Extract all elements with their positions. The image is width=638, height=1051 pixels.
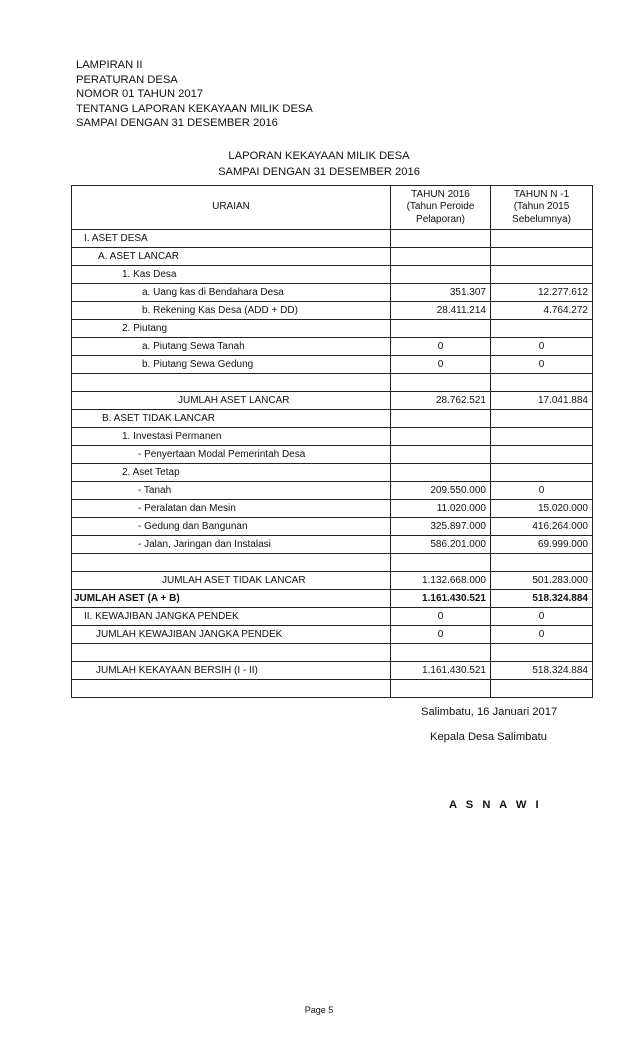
value-n1: 518.324.884 [491, 590, 593, 608]
table-row [72, 428, 593, 446]
value-2016 [391, 374, 491, 392]
page-number: Page 5 [304, 1005, 334, 1015]
value-n1 [491, 320, 593, 338]
value-n1 [491, 644, 593, 662]
value-n1 [491, 266, 593, 284]
row-label: - Jalan, Jaringan dan Instalasi [72, 536, 391, 554]
table-row [72, 590, 593, 608]
row-label: JUMLAH KEWAJIBAN JANGKA PENDEK [72, 626, 391, 644]
value-n1: 17.041.884 [491, 392, 593, 410]
signatory-position: Kepala Desa Salimbatu [430, 731, 547, 743]
value-n1 [491, 248, 593, 266]
value-n1 [491, 230, 593, 248]
value-n1: 0 [491, 338, 593, 356]
value-2016: 325.897.000 [391, 518, 491, 536]
row-label: - Gedung dan Bangunan [72, 518, 391, 536]
table-row [72, 500, 593, 518]
table-row [72, 518, 593, 536]
table-row [72, 392, 593, 410]
header-line: SAMPAI DENGAN 31 DESEMBER 2016 [76, 117, 278, 129]
row-label: I. ASET DESA [72, 230, 391, 248]
col-header-n1: TAHUN N -1 (Tahun 2015 Sebelumnya) [491, 186, 593, 230]
table-row [72, 572, 593, 590]
place-date: Salimbatu, 16 Januari 2017 [421, 706, 558, 718]
value-2016: 586.201.000 [391, 536, 491, 554]
value-n1: 518.324.884 [491, 662, 593, 680]
value-2016: 28.411.214 [391, 302, 491, 320]
value-n1 [491, 464, 593, 482]
header-line: LAMPIRAN II [76, 59, 143, 71]
row-label: 1. Investasi Permanen [72, 428, 391, 446]
value-2016 [391, 230, 491, 248]
value-n1: 4.764.272 [491, 302, 593, 320]
header-line: NOMOR 01 TAHUN 2017 [76, 88, 204, 100]
row-label: - Tanah [72, 482, 391, 500]
value-2016 [391, 266, 491, 284]
value-2016 [391, 428, 491, 446]
value-2016: 351.307 [391, 284, 491, 302]
table-row [72, 338, 593, 356]
row-label: B. ASET TIDAK LANCAR [72, 410, 391, 428]
row-label: - Peralatan dan Mesin [72, 500, 391, 518]
row-label [72, 680, 391, 698]
table-row [72, 374, 593, 392]
value-2016 [391, 248, 491, 266]
value-2016 [391, 680, 491, 698]
value-n1 [491, 410, 593, 428]
value-n1: 12.277.612 [491, 284, 593, 302]
report-title-line2: SAMPAI DENGAN 31 DESEMBER 2016 [218, 166, 420, 178]
table-row [72, 608, 593, 626]
table-row [72, 320, 593, 338]
header-line: TENTANG LAPORAN KEKAYAAN MILIK DESA [76, 102, 313, 115]
row-label [72, 644, 391, 662]
row-label: a. Uang kas di Bendahara Desa [72, 284, 391, 302]
row-label: b. Piutang Sewa Gedung [72, 356, 391, 374]
table-row [72, 644, 593, 662]
document-header [76, 58, 313, 131]
value-n1 [491, 554, 593, 572]
row-label [72, 374, 391, 392]
value-n1 [491, 446, 593, 464]
table-row [72, 356, 593, 374]
row-label: A. ASET LANCAR [72, 248, 391, 266]
signatory-name: A S N A W I [449, 799, 542, 811]
report-title [0, 148, 638, 180]
table-row [72, 410, 593, 428]
value-n1 [491, 374, 593, 392]
row-label: JUMLAH ASET LANCAR [72, 392, 391, 410]
value-2016 [391, 464, 491, 482]
value-n1 [491, 680, 593, 698]
row-label: b. Rekening Kas Desa (ADD + DD) [72, 302, 391, 320]
table-row [72, 680, 593, 698]
table-row [72, 266, 593, 284]
row-label: JUMLAH ASET (A + B) [72, 590, 391, 608]
table-row [72, 626, 593, 644]
asset-report-table [71, 185, 593, 698]
row-label: 1. Kas Desa [72, 266, 391, 284]
value-n1: 0 [491, 626, 593, 644]
row-label: a. Piutang Sewa Tanah [72, 338, 391, 356]
value-2016: 1.132.668.000 [391, 572, 491, 590]
value-2016: 11.020.000 [391, 500, 491, 518]
table-row [72, 482, 593, 500]
value-n1: 15.020.000 [491, 500, 593, 518]
value-n1: 501.283.000 [491, 572, 593, 590]
table-row [72, 302, 593, 320]
value-2016 [391, 446, 491, 464]
report-title-line1: LAPORAN KEKAYAAN MILIK DESA [228, 150, 410, 162]
value-2016 [391, 410, 491, 428]
value-n1: 416.264.000 [491, 518, 593, 536]
table-row [72, 662, 593, 680]
row-label [72, 554, 391, 572]
table-body [72, 230, 593, 698]
table-row [72, 248, 593, 266]
value-2016: 0 [391, 356, 491, 374]
value-2016: 0 [391, 338, 491, 356]
value-2016: 1.161.430.521 [391, 662, 491, 680]
value-2016 [391, 644, 491, 662]
value-2016: 0 [391, 608, 491, 626]
table-row [72, 464, 593, 482]
value-2016: 0 [391, 626, 491, 644]
value-n1 [491, 428, 593, 446]
table-row [72, 554, 593, 572]
value-2016: 28.762.521 [391, 392, 491, 410]
col-header-2016: TAHUN 2016 (Tahun Peroide Pelaporan) [391, 186, 491, 230]
row-label: JUMLAH ASET TIDAK LANCAR [72, 572, 391, 590]
value-n1: 0 [491, 356, 593, 374]
value-2016: 209.550.000 [391, 482, 491, 500]
row-label: - Penyertaan Modal Pemerintah Desa [72, 446, 391, 464]
row-label: 2. Piutang [72, 320, 391, 338]
row-label: 2. Aset Tetap [72, 464, 391, 482]
value-n1: 69.999.000 [491, 536, 593, 554]
value-n1: 0 [491, 482, 593, 500]
value-2016: 1.161.430.521 [391, 590, 491, 608]
value-2016 [391, 320, 491, 338]
table-row [72, 536, 593, 554]
col-header-uraian: URAIAN [72, 186, 391, 230]
row-label: II. KEWAJIBAN JANGKA PENDEK [72, 608, 391, 626]
row-label: JUMLAH KEKAYAAN BERSIH (I - II) [72, 662, 391, 680]
table-row [72, 284, 593, 302]
table-row [72, 230, 593, 248]
table-row [72, 446, 593, 464]
value-2016 [391, 554, 491, 572]
value-n1: 0 [491, 608, 593, 626]
header-line: PERATURAN DESA [76, 73, 178, 86]
